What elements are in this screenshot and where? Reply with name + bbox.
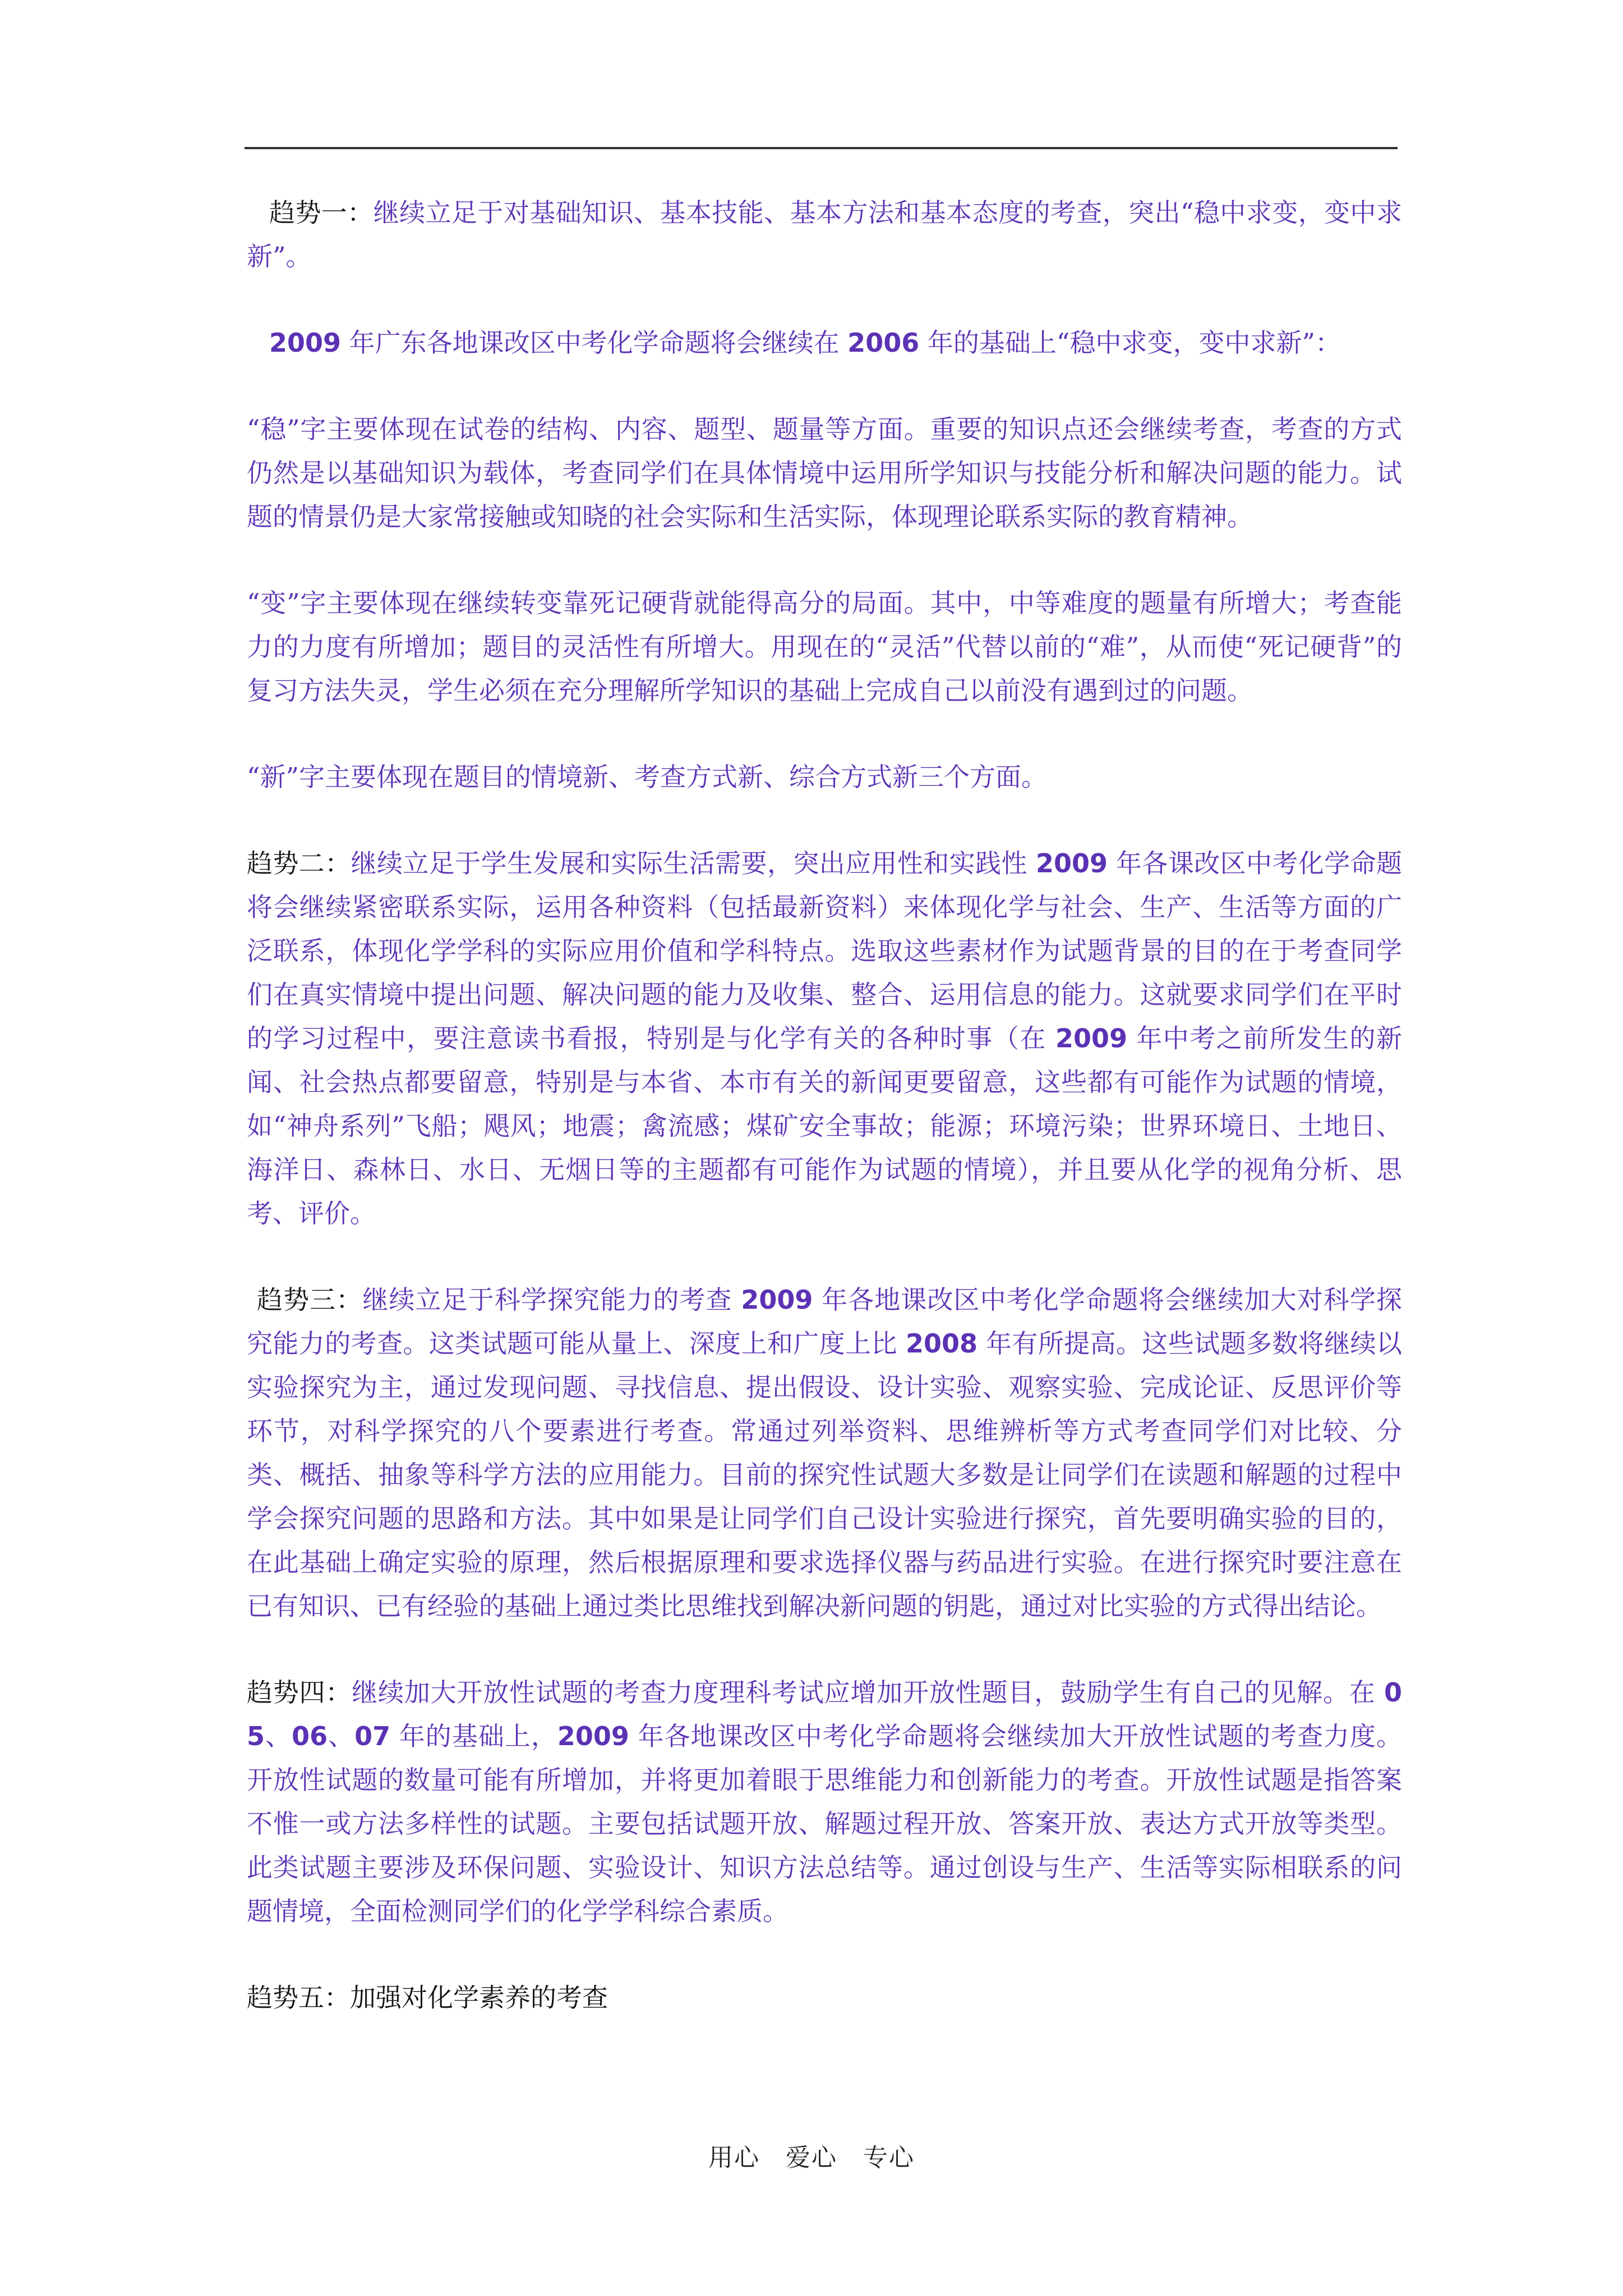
trend-2-text-2: 年各课改区中考化学命题将会继续紧密联系实际，运用各种资料（包括最新资料）来体现化学与社会、生产、生活等方面的广泛联系，体现化学学科的实际应用价值和学科特点。选取这些素材作为试题背景的目的在于考查同学们在真实情境中提出问题、解决问题的能力及收集、整合、运用信息的能力。这就要求同学们在平时的学习过程中，要注意读书看报，特别是与化学有关的各种时事（在 <box>247 848 1403 1053</box>
year-number: 2009 <box>741 1285 813 1315</box>
trend-1-lead: 趋势一： <box>269 197 374 228</box>
year-number: 07 <box>354 1721 391 1751</box>
paragraph-trend-5 <box>247 1976 1402 2019</box>
trend-3-text-3: 年有所提高。这些试题多数将继续以实验探究为主，通过发现问题、寻找信息、提出假设、设计实验、观察实验、完成论证、反思评价等环节，对科学探究的八个要素进行考查。常通过列举资料、思维辨析等方式考查同学们对比较、分类、概括、抽象等科学方法的应用能力。目前的探究性试题大多数是让同学们在读题和解题的过程中学会探究问题的思路和方法。其中如果是让同学们自己设计实验进行探究，首先要明确实验的目的，在此基础上确定实验的原理，然后根据原理和要求选择仪器与药品进行实验。在进行探究时要注意在已有知识、已有经验的基础上通过类比思维找到解决新问题的钥匙，通过对比实验的方式得出结论。 <box>247 1328 1403 1621</box>
year-number: 2006 <box>847 328 920 358</box>
trend-1-text: 继续立足于对基础知识、基本技能、基本方法和基本态度的考查，突出“稳中求变，变中求新”。 <box>247 197 1402 272</box>
new-text: “新”字主要体现在题目的情境新、考查方式新、综合方式新三个方面。 <box>247 762 1048 792</box>
year-number: 05 <box>247 1677 1403 1751</box>
trend-5-lead: 趋势五： <box>247 1982 350 2013</box>
year-number: 2009 <box>1055 1023 1128 1053</box>
trend-2-text-3: 年中考之前所发生的新闻、社会热点都要留意，特别是与本省、本市有关的新闻更要留意，这些都有可能作为试题的情境，如“神舟系列”飞船；飓风；地震；禽流感；煤矿安全事故；能源；环境污染；世界环境日、土地日、海洋日、森林日、水日、无烟日等的主题都有可能作为试题的情境），并且要从化学的视角分析、思考、评价。 <box>247 1023 1402 1228</box>
page-footer <box>0 2137 1623 2173</box>
footer-text: 用心 爱心 专心 <box>708 2143 915 2172</box>
intro-text-2: 年的基础上“稳中求变，变中求新”： <box>919 328 1341 358</box>
trend-2-text-1: 继续立足于学生发展和实际生活需要，突出应用性和实践性 <box>351 848 1036 878</box>
header-rule <box>245 147 1398 149</box>
paragraph-stable <box>247 407 1402 539</box>
year-number: 06 <box>292 1721 328 1751</box>
year-number: 2009 <box>557 1721 629 1751</box>
paragraph-trend-2 <box>247 841 1402 1235</box>
document-body <box>247 191 1402 2062</box>
paragraph-new <box>247 755 1402 799</box>
trend-4-text-3: 年各地课改区中考化学命题将会继续加大开放性试题的考查力度。开放性试题的数量可能有所增加，并将更加着眼于思维能力和创新能力的考查。开放性试题是指答案不惟一或方法多样性的试题。主要包括试题开放、解题过程开放、答案开放、表达方式开放等类型。此类试题主要涉及环保问题、实验设计、知识方法总结等。通过创设与生产、生活等实际相联系的问题情境，全面检测同学们的化学学科综合素质。 <box>247 1721 1403 1926</box>
trend-4-text-2: 年的基础上， <box>390 1721 557 1751</box>
stable-text: “稳”字主要体现在试卷的结构、内容、题型、题量等方面。重要的知识点还会继续考查，考查的方式仍然是以基础知识为载体，考查同学们在具体情境中运用所学知识与技能分析和解决问题的能力。试题的情景仍是大家常接触或知晓的社会实际和生活实际，体现理论联系实际的教育精神。 <box>247 414 1402 532</box>
year-number: 2009 <box>269 328 342 358</box>
trend-4-sep-1: 、 <box>265 1721 292 1751</box>
trend-3-lead: 趋势三： <box>257 1285 363 1315</box>
paragraph-intro <box>247 321 1402 365</box>
paragraph-change <box>247 581 1402 712</box>
trend-4-sep-2: 、 <box>328 1721 355 1751</box>
trend-5-text: 加强对化学素养的考查 <box>350 1982 608 2013</box>
change-text: “变”字主要体现在继续转变靠死记硬背就能得高分的局面。其中，中等难度的题量有所增大；考查能力的力度有所增加；题目的灵活性有所增大。用现在的“灵活”代替以前的“难”，从而使“死记硬背”的复习方法失灵，学生必须在充分理解所学知识的基础上完成自己以前没有遇到过的问题。 <box>247 588 1402 706</box>
year-number: 2008 <box>905 1328 978 1359</box>
year-number: 2009 <box>1035 848 1108 878</box>
intro-text-1: 年广东各地课改区中考化学命题将会继续在 <box>341 328 848 358</box>
trend-2-lead: 趋势二： <box>247 848 351 878</box>
trend-3-text-2: 年各地课改区中考化学命题将会继续加大对科学探究能力的考查。这类试题可能从量上、深度上和广度上比 <box>247 1285 1403 1359</box>
trend-4-lead: 趋势四： <box>247 1677 352 1708</box>
paragraph-trend-3 <box>247 1278 1402 1628</box>
paragraph-trend-1 <box>247 191 1402 278</box>
trend-4-text-1: 继续加大开放性试题的考查力度理科考试应增加开放性题目，鼓励学生有自己的见解。在 <box>352 1677 1384 1708</box>
paragraph-trend-4 <box>247 1671 1402 1933</box>
trend-3-text-1: 继续立足于科学探究能力的考查 <box>362 1285 741 1315</box>
